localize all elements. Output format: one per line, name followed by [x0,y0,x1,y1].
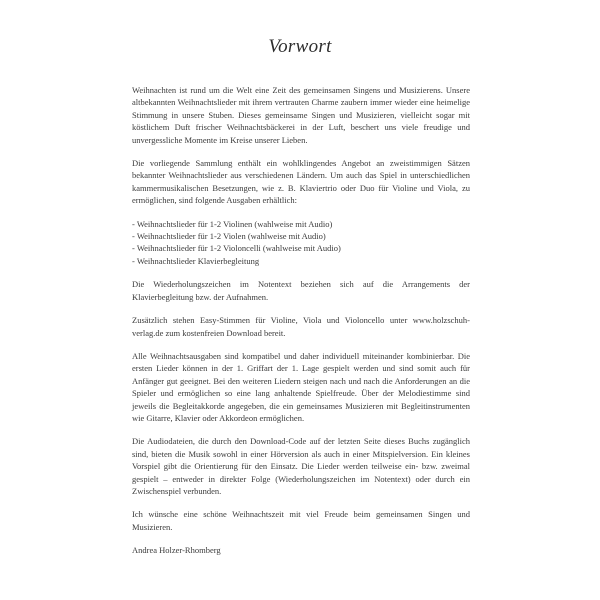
page-title: Vorwort [268,36,332,57]
edition-item: - Weihnachtslieder für 1-2 Violoncelli (wahlweise mit Audio) [132,242,470,254]
intro-paragraph: Weihnachten ist rund um die Welt eine Zeit des gemeinsamen Singens und Musizierens. Unsere altbekannten Weihnachtslieder mit ihrem vertrauten Charme zaubern immer wieder eine heimelige Stimmung in unsere Stuben. Dieses gemeinsame Singen und Musizieren, vielleicht sogar mit köstlichem Duft frischer Weihnachtsbäckerei in der Luft, beschert uns viele freudige und unvergessliche Momente im Kreise unserer Lieben. [132,85,470,145]
closing-paragraph: Ich wünsche eine schöne Weihnachtszeit mit viel Freude beim gemeinsamen Singen und Musizieren. [132,509,470,532]
edition-item: - Weihnachtslieder Klavierbegleitung [132,255,470,267]
collection-paragraph: Die vorliegende Sammlung enthält ein wohlklingendes Angebot an zweistimmigen Sätzen bekannter Weihnachtslieder aus verschiedenen Ländern. Um auch das Spiel in unterschiedlichen kammermusikalischen Besetzungen, wie z. B. Klaviertrio oder Duo für Violine und Viola, zu ermöglichen, sind folgende Ausgaben erhältlich: [132,158,470,206]
editions-list [132,218,470,268]
easy-parts-paragraph: Zusätzlich stehen Easy-Stimmen für Violine, Viola und Violoncello unter www.holzschuh-verlag.de zum kostenfreien Download bereit. [132,315,470,338]
audio-paragraph: Die Audiodateien, die durch den Download-Code auf der letzten Seite dieses Buchs zugänglich sind, bieten die Musik sowohl in einer Hörversion als auch in einer Mitspielversion. Ein kleines Vorspiel gibt die Orientierung für den Einsatz. Die Lieder werden teilweise ein- bzw. zweimal gespielt – entweder in direkter Folge (Wiederholungszeichen im Notentext) oder durch ein Zwischenspiel verbunden. [132,436,470,496]
author-signature: Andrea Holzer-Rhomberg [132,545,221,556]
edition-item: - Weihnachtslieder für 1-2 Violen (wahlweise mit Audio) [132,230,470,242]
compatibility-paragraph: Alle Weihnachtsausgaben sind kompatibel und daher individuell miteinander kombinierbar. Die ersten Lieder können in der 1. Griffart der 1. Lage gespielt werden und sind somit auch für Anfänger gut geeignet. Bei den weiteren Liedern steigen nach und nach die Anforderungen an die Spieler und ermöglichen so eine lang anhaltende Spielfreude. Über der Melodiestimme sind jeweils die Begleitakkorde angegeben, die ein gemeinsames Musizieren mit Begleitinstrumenten wie Gitarre, Klavier oder Akkordeon ermöglichen. [132,350,470,423]
edition-item: - Weihnachtslieder für 1-2 Violinen (wahlweise mit Audio) [132,218,470,230]
body-text [132,84,470,568]
repeat-signs-paragraph: Die Wiederholungszeichen im Notentext beziehen sich auf die Arrangements der Klavierbegleitung bzw. der Aufnahmen. [132,279,470,302]
